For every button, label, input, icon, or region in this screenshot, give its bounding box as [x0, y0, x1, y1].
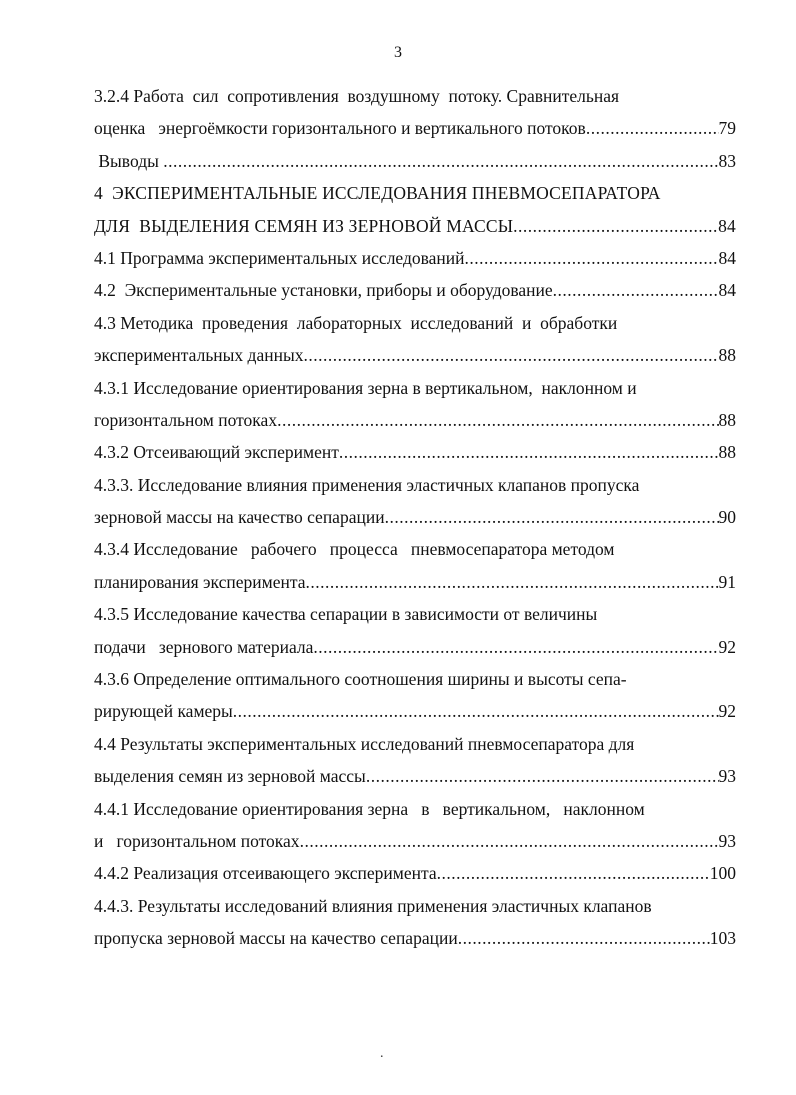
dot-leader: [553, 274, 719, 306]
toc-line: [94, 760, 736, 792]
toc-entry-text: 4.2 Экспериментальные установки, приборы и оборудование: [94, 280, 553, 301]
toc-entry-text: 3.2.4 Работа сил сопротивления воздушному потоку. Сравнительная: [94, 86, 620, 106]
dot-leader: [303, 339, 718, 371]
toc-line: [94, 339, 736, 371]
toc-entry-text: 4.3.1 Исследование ориентирования зерна в вертикальном, наклонном и: [94, 377, 637, 398]
toc-page-number: 92: [718, 636, 736, 657]
toc-line: [94, 728, 736, 760]
toc-line: [94, 404, 736, 436]
toc-entry-text: и горизонтальном потоках: [94, 830, 300, 851]
dot-leader: [385, 501, 719, 533]
toc-entry-text: пропуска зерновой массы на качество сепарации: [94, 928, 458, 949]
toc-entry-text: 4.3.3. Исследование влияния применения эластичных клапанов пропуска: [94, 474, 640, 495]
toc-page-number: 84: [718, 247, 736, 268]
toc-line: [94, 112, 736, 144]
toc-entry-text: 4.4 Результаты экспериментальных исследований пневмосепаратора для: [94, 733, 635, 754]
toc-page-number: 92: [718, 701, 736, 722]
toc-line: [94, 566, 736, 598]
footer-mark: .: [380, 1046, 384, 1061]
toc-entry-text: 4.4.1 Исследование ориентирования зерна в вертикальном, наклонном: [94, 798, 645, 819]
dot-leader: [339, 436, 719, 468]
dot-leader: [465, 242, 719, 274]
toc-line: [94, 922, 736, 954]
toc-entry-text: планирования эксперимента: [94, 571, 306, 592]
toc-entry-text: 4.3 Методика проведения лабораторных исследований и обработки: [94, 312, 618, 333]
toc-line: [94, 598, 736, 630]
toc-line: [94, 80, 736, 112]
toc-page-number: 88: [718, 409, 736, 430]
toc-page-number: 83: [718, 150, 736, 171]
toc-page-number: 90: [718, 507, 736, 528]
table-of-contents: [94, 80, 736, 955]
toc-entry-text: 4.3.2 Отсеивающий эксперимент: [94, 442, 339, 463]
toc-line: [94, 663, 736, 695]
toc-line: [94, 210, 736, 242]
dot-leader: [366, 760, 719, 792]
toc-page-number: 100: [709, 863, 736, 884]
toc-entry-text: выделения семян из зерновой массы: [94, 766, 366, 787]
dot-leader: [313, 631, 718, 663]
toc-page-number: 103: [709, 928, 736, 949]
page-number: 3: [394, 44, 402, 61]
toc-entry-text: зерновой массы на качество сепарации: [94, 507, 385, 528]
toc-page-number: 91: [718, 571, 736, 592]
toc-line: [94, 436, 736, 468]
toc-line: [94, 145, 736, 177]
toc-entry-text: экспериментальных данных: [94, 345, 304, 366]
toc-chapter-heading: 4 ЭКСПЕРИМЕНТАЛЬНЫЕ ИССЛЕДОВАНИЯ ПНЕВМОСЕПАРАТОРА: [94, 183, 661, 204]
toc-entry-text: Выводы: [94, 150, 164, 171]
toc-line: [94, 469, 736, 501]
dot-leader: [586, 112, 719, 144]
dot-leader: [300, 825, 719, 857]
dot-leader: [437, 857, 710, 889]
toc-page-number: 84: [718, 280, 736, 301]
toc-entry-text: горизонтальном потоках: [94, 409, 278, 430]
dot-leader: [163, 145, 718, 177]
toc-entry-text: 4.4.3. Результаты исследований влияния применения эластичных клапанов: [94, 895, 652, 916]
toc-entry-text: 4.3.5 Исследование качества сепарации в зависимости от величины: [94, 604, 598, 625]
toc-entry-text: подачи зернового материала: [94, 636, 314, 657]
toc-line: [94, 242, 736, 274]
dot-leader: [305, 566, 718, 598]
toc-page-number: 93: [718, 766, 736, 787]
toc-entry-text: 4.3.6 Определение оптимального соотношения ширины и высоты сепа-: [94, 669, 627, 690]
dot-leader: [233, 695, 719, 727]
toc-line: [94, 695, 736, 727]
dot-leader: [513, 210, 718, 242]
toc-page-number: 88: [718, 442, 736, 463]
toc-page-number: 93: [718, 830, 736, 851]
toc-entry-text: 4.3.4 Исследование рабочего процесса пневмосепаратора методом: [94, 539, 615, 560]
toc-line: [94, 857, 736, 889]
toc-entry-text: рирующей камеры: [94, 701, 233, 722]
toc-line: [94, 793, 736, 825]
toc-entry-text: 4.4.2 Реализация отсеивающего эксперимента: [94, 863, 437, 884]
dot-leader: [277, 404, 718, 436]
toc-line: [94, 501, 736, 533]
toc-chapter-heading: ДЛЯ ВЫДЕЛЕНИЯ СЕМЯН ИЗ ЗЕРНОВОЙ МАССЫ: [94, 215, 514, 236]
toc-line: [94, 533, 736, 565]
toc-page-number: 79: [718, 118, 736, 139]
toc-page-number: 88: [718, 345, 736, 366]
toc-line: [94, 307, 736, 339]
toc-line: [94, 372, 736, 404]
toc-entry-text: 4.1 Программа экспериментальных исследований: [94, 247, 465, 268]
toc-line: [94, 631, 736, 663]
toc-line: [94, 890, 736, 922]
dot-leader: [458, 922, 710, 954]
toc-entry-text: оценка энергоёмкости горизонтального и вертикального потоков: [94, 118, 586, 139]
toc-page-number: 84: [718, 215, 736, 236]
toc-line: [94, 825, 736, 857]
toc-line: [94, 274, 736, 306]
toc-line: [94, 177, 736, 209]
